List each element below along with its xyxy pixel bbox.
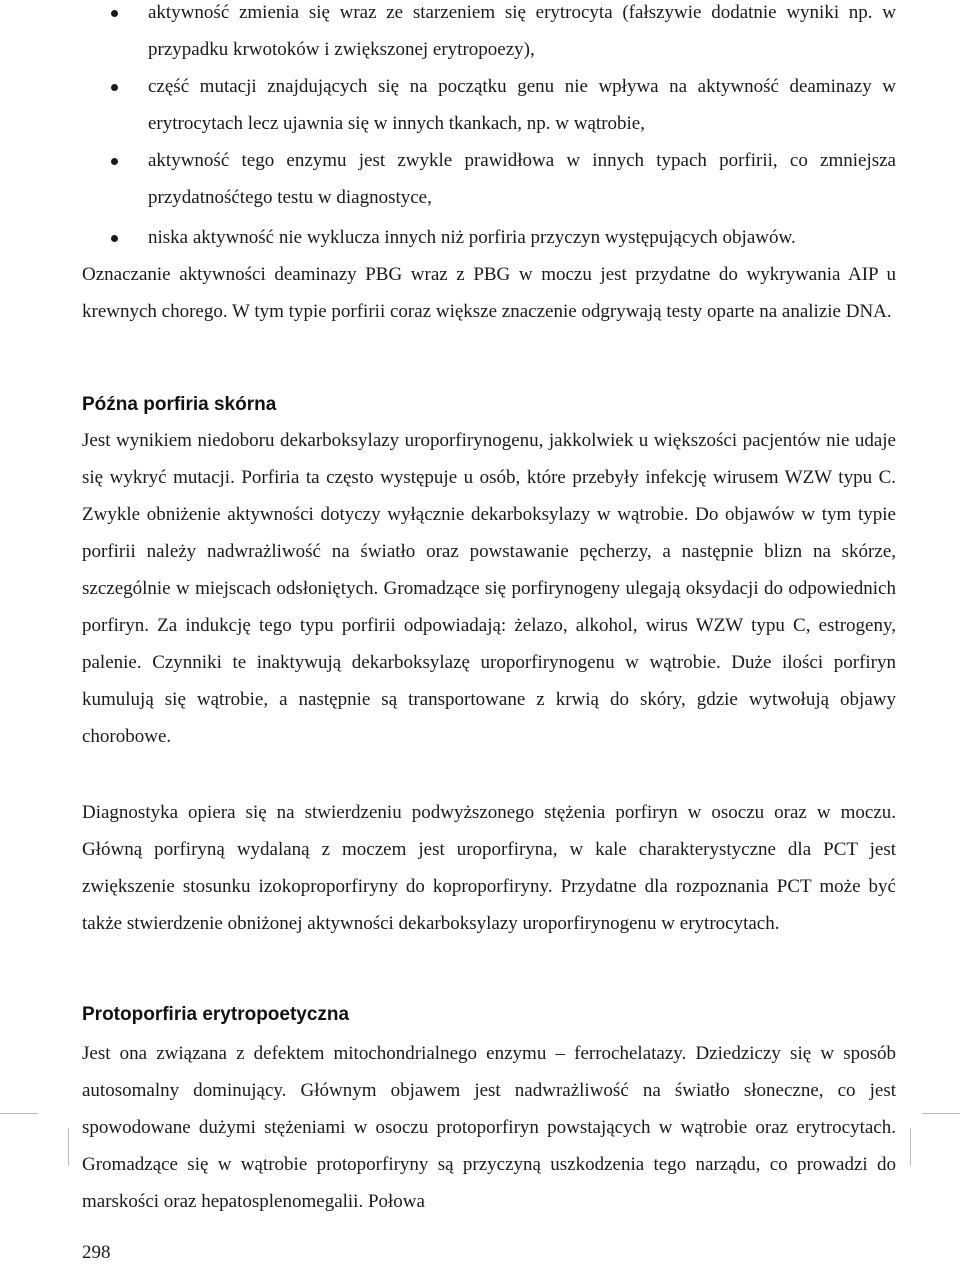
bullet-icon	[111, 158, 118, 165]
bullet-item: niska aktywność nie wyklucza innych niż porfiria przyczyn występujących objawów.	[148, 227, 796, 248]
section-paragraph: Jest wynikiem niedoboru dekarboksylazy uroporfirynogenu, jakkolwiek u większości pacjentów nie udaje się wykryć mutacji. Porfiria ta często występuje u osób, które przebyły infekcję wirusem WZW typu C. Zwykle obniżenie aktywności dotyczy wyłącznie dekarboksylazy w wątrobie. Do objawów w tym typie porfirii należy nadwrażliwość na światło oraz powstawanie pęcherzy, a następnie blizn na skórze, szczególnie w miejscach odsłoniętych. Gromadzące się porfirynogeny ulegają oksydacji do odpowiednich porfiryn. Za indukcję tego typu porfirii odpowiadają: żelazo, alkohol, wirus WZW typu C, estrogeny, palenie. Czynniki te inaktywują dekarboksylazę uroporfirynogenu w wątrobie. Duże ilości porfiryn kumulują się wątrobie, a następnie są transportowane z krwią do skóry, gdzie wytwołują objawy chorobowe.	[82, 430, 896, 747]
margin-rule-left	[0, 1113, 38, 1114]
bullet-item: aktywność zmienia się wraz ze starzeniem się erytrocyta (fałszywie dodatnie wyniki np. w przypadku krwotoków i zwiększonej erytropoezy),	[148, 2, 896, 60]
section-paragraph: Diagnostyka opiera się na stwierdzeniu podwyższonego stężenia porfiryn w osoczu oraz w moczu. Główną porfiryną wydalaną z moczem jest uroporfiryna, w kale charakterystyczne dla PCT jest zwiększenie stosunku izokoproporfiryny do koproporfiryny. Przydatne dla rozpoznania PCT może być także stwierdzenie obniżonej aktywności dekarboksylazy uroporfirynogenu w erytrocytach.	[82, 802, 896, 934]
section-paragraph: Jest ona związana z defektem mitochondrialnego enzymu – ferrochelatazy. Dziedziczy się w sposób autosomalny dominujący. Głównym objawem jest nadwrażliwość na światło słoneczne, co jest spowodowane dużymi stężeniami w osoczu protoporfiryn powstających w wątrobie oraz erytrocytach. Gromadzące się w wątrobie protoporfiryny są przyczyną uszkodzenia tego narządu, co prowadzi do marskości oraz hepatosplenomegalii. Połowa	[82, 1043, 896, 1212]
section-heading: Późna porfiria skórna	[82, 394, 277, 415]
bullet-item: aktywność tego enzymu jest zwykle prawidłowa w innych typach porfirii, co zmniejsza przydatnośćtego testu w diagnostyce,	[148, 150, 896, 208]
margin-tick-right	[910, 1128, 911, 1166]
bullet-icon	[111, 84, 118, 91]
bullet-icon	[111, 10, 118, 17]
page-number: 298	[82, 1242, 111, 1263]
intro-paragraph: Oznaczanie aktywności deaminazy PBG wraz z PBG w moczu jest przydatne do wykrywania AIP u krewnych chorego. W tym typie porfirii coraz większe znaczenie odgrywają testy oparte na analizie DNA.	[82, 264, 896, 322]
bullet-icon	[111, 235, 118, 242]
bullet-item: część mutacji znajdujących się na początku genu nie wpływa na aktywność deaminazy w erytrocytach lecz ujawnia się w innych tkankach, np. w wątrobie,	[148, 76, 896, 134]
section-heading: Protoporfiria erytropoetyczna	[82, 1004, 350, 1025]
margin-tick-left	[68, 1128, 69, 1166]
margin-rule-right	[922, 1113, 960, 1114]
